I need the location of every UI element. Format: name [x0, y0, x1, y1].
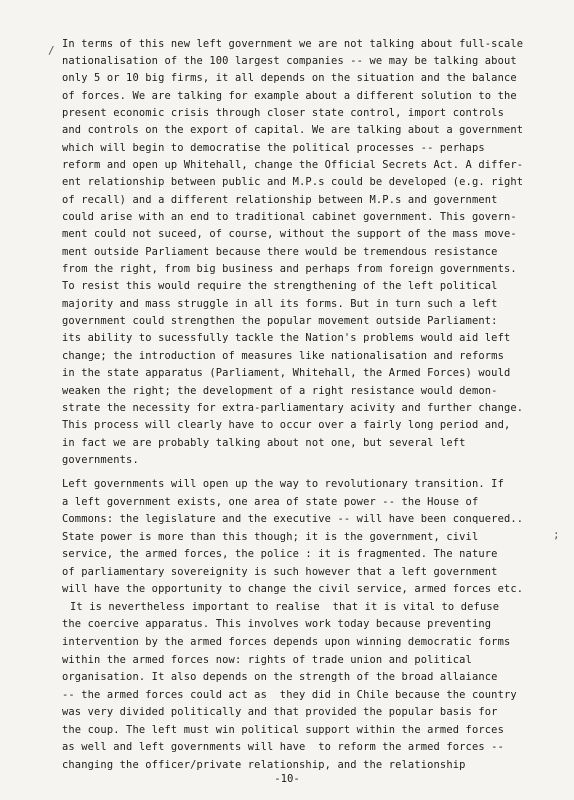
text-line: change; the introduction of measures like nationalisation and reforms: [62, 349, 504, 362]
text-line: service, the armed forces, the police : it is fragmented. The nature: [62, 548, 498, 561]
text-line: changing the officer/private relationship, and the relationship: [62, 758, 466, 771]
text-line: which will begin to democratise the political processes -- perhaps: [62, 141, 485, 154]
text-line: strate the necessity for extra-parliamentary acivity and further change.: [62, 401, 524, 414]
text-line: weaken the right; the development of a right resistance would demon-: [62, 384, 498, 397]
text-line: will have the opportunity to change the civil service, armed forces etc.: [62, 583, 524, 596]
text-line: Left governments will open up the way to revolutionary transition. If: [62, 478, 504, 490]
text-line: To resist this would require the strengthening of the left political: [62, 280, 498, 293]
text-line: -- the armed forces could act as they did in Chile because the country: [62, 688, 517, 701]
text-line: only 5 or 10 big firms, it all depends on the situation and the balance: [62, 72, 517, 85]
text-line: In terms of this new left government we are not talking about full-scale: [62, 37, 524, 50]
text-line: ent relationship between public and M.P.s could be developed (e.g. right: [62, 176, 524, 189]
text-line: of parliamentary sovereignity is such however that a left government: [62, 565, 498, 578]
text-line: ment outside Parliament because there would be tremendous resistance: [62, 245, 498, 258]
text-line: It is nevertheless important to realise that it is vital to defuse: [70, 600, 500, 613]
text-line: majority and mass struggle in all its forms. But in turn such a left: [62, 297, 498, 310]
text-line: This process will clearly have to occur over a fairly long period and,: [62, 419, 511, 432]
text-line: as well and left governments will have to reform the armed forces --: [62, 741, 504, 754]
text-line: ment could not suceed, of course, without the support of the mass move-: [62, 228, 517, 241]
margin-mark: /: [48, 44, 55, 57]
text-line: intervention by the armed forces depends upon winning democratic forms: [62, 635, 511, 648]
text-line: government could strengthen the popular movement outside Parliament:: [62, 315, 498, 328]
text-line: Commons: the legislature and the executive -- will have been conquered..: [62, 513, 524, 526]
text-line: in fact we are probably talking about not one, but several left: [62, 436, 466, 449]
text-line: the coup. The left must win political support within the armed forces: [62, 723, 504, 736]
margin-mark: ;: [553, 528, 560, 541]
text-line: of recall) and a different relationship between M.P.s and government: [62, 193, 498, 206]
text-line: from the right, from big business and perhaps from foreign governments.: [62, 263, 517, 276]
text-line: State power is more than this though; it is the government, civil: [62, 530, 479, 543]
text-line: and controls on the export of capital. We are talking about a government: [62, 124, 524, 137]
text-line: nationalisation of the 100 largest companies -- we may be talking about: [62, 54, 517, 67]
page-number: -10-: [274, 773, 300, 785]
text-line: was very divided politically and that provided the popular basis for: [62, 706, 498, 719]
text-line: a left government exists, one area of state power -- the House of: [62, 495, 479, 508]
text-line: present economic crisis through closer state control, import controls: [62, 106, 504, 119]
text-line: could arise with an end to traditional cabinet government. This govern-: [62, 211, 517, 223]
text-line: of forces. We are talking for example about a different solution to the: [62, 89, 517, 102]
text-line: its ability to sucessfully tackle the Nation's problems would aid left: [62, 332, 511, 345]
text-line: organisation. It also depends on the strength of the broad allaiance: [62, 671, 498, 684]
text-line: within the armed forces now: rights of trade union and political: [62, 653, 472, 666]
text-line: reform and open up Whitehall, change the Official Secrets Act. A differ-: [62, 158, 524, 171]
text-line: the coercive apparatus. This involves work today because preventing: [62, 618, 492, 631]
text-line: in the state apparatus (Parliament, Whitehall, the Armed Forces) would: [62, 367, 511, 380]
text-line: governments.: [62, 453, 139, 466]
